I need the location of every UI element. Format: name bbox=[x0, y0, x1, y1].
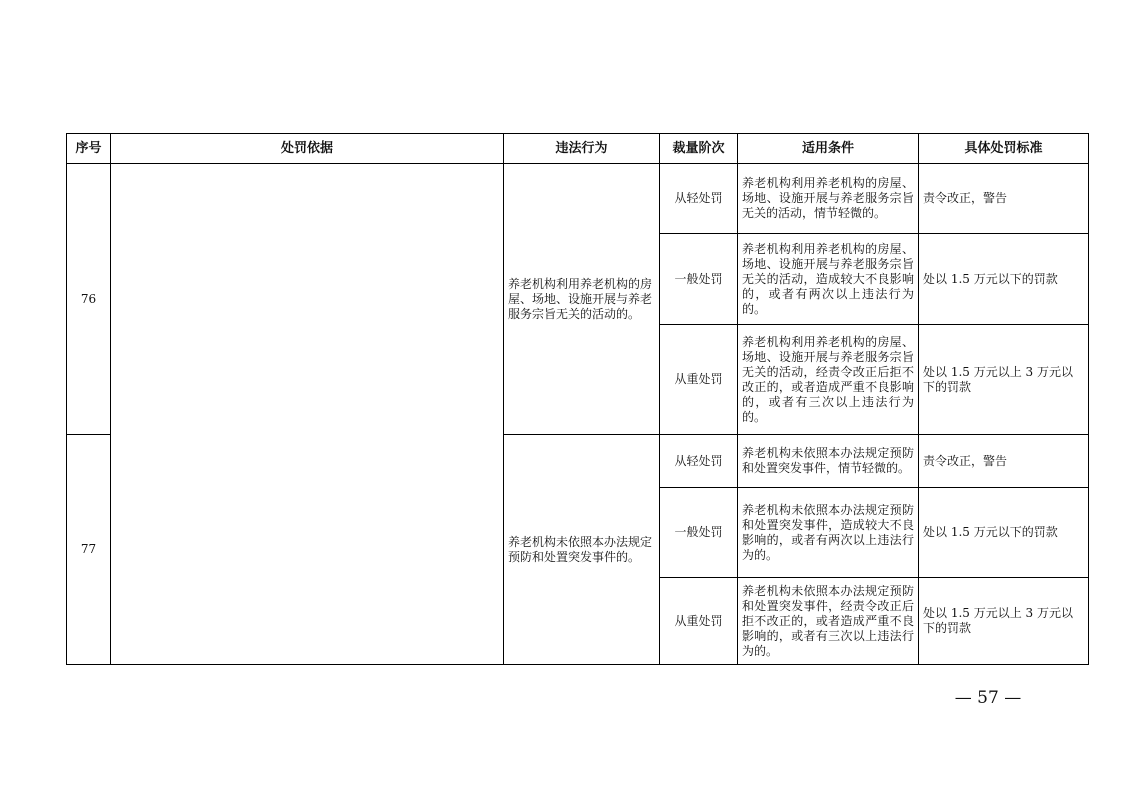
condition-cell: 养老机构未依照本办法规定预防和处置突发事件，造成较大不良影响的，或者有两次以上违法行为的。 bbox=[738, 488, 919, 578]
header-applicable-condition: 适用条件 bbox=[738, 134, 919, 164]
penalty-standard-cell: 处以 1.5 万元以下的罚款 bbox=[919, 234, 1089, 325]
header-penalty-basis: 处罚依据 bbox=[111, 134, 504, 164]
penalty-standard-cell: 责令改正，警告 bbox=[919, 435, 1089, 488]
discretion-level-cell: 从轻处罚 bbox=[660, 435, 738, 488]
violation-cell: 养老机构未依照本办法规定预防和处置突发事件的。 bbox=[504, 435, 660, 665]
table-row bbox=[67, 164, 1089, 234]
discretion-level-cell: 一般处罚 bbox=[660, 234, 738, 325]
condition-cell: 养老机构利用养老机构的房屋、场地、设施开展与养老服务宗旨无关的活动，造成较大不良影响的，或者有两次以上违法行为的。 bbox=[738, 234, 919, 325]
condition-cell: 养老机构利用养老机构的房屋、场地、设施开展与养老服务宗旨无关的活动，情节轻微的。 bbox=[738, 164, 919, 234]
header-serial-no: 序号 bbox=[67, 134, 111, 164]
discretion-level-cell: 从轻处罚 bbox=[660, 164, 738, 234]
penalty-basis-cell bbox=[111, 164, 504, 665]
page-number: — 57 — bbox=[954, 688, 1022, 708]
serial-no-cell: 76 bbox=[67, 164, 111, 435]
violation-cell: 养老机构利用养老机构的房屋、场地、设施开展与养老服务宗旨无关的活动的。 bbox=[504, 164, 660, 435]
penalty-standards-table bbox=[66, 133, 1089, 665]
discretion-level-cell: 从重处罚 bbox=[660, 578, 738, 665]
header-penalty-standard: 具体处罚标准 bbox=[919, 134, 1089, 164]
condition-cell: 养老机构未依照本办法规定预防和处置突发事件，经责令改正后拒不改正的，或者造成严重不良影响的，或者有三次以上违法行为的。 bbox=[738, 578, 919, 665]
header-violation: 违法行为 bbox=[504, 134, 660, 164]
serial-no-cell: 77 bbox=[67, 435, 111, 665]
header-discretion-level: 裁量阶次 bbox=[660, 134, 738, 164]
condition-cell: 养老机构利用养老机构的房屋、场地、设施开展与养老服务宗旨无关的活动，经责令改正后拒不改正的，或者造成严重不良影响的，或者有三次以上违法行为的。 bbox=[738, 325, 919, 435]
penalty-standard-cell: 处以 1.5 万元以下的罚款 bbox=[919, 488, 1089, 578]
table-header-row bbox=[67, 134, 1089, 164]
discretion-level-cell: 从重处罚 bbox=[660, 325, 738, 435]
penalty-standard-cell: 责令改正，警告 bbox=[919, 164, 1089, 234]
discretion-level-cell: 一般处罚 bbox=[660, 488, 738, 578]
penalty-standard-cell: 处以 1.5 万元以上 3 万元以下的罚款 bbox=[919, 578, 1089, 665]
condition-cell: 养老机构未依照本办法规定预防和处置突发事件，情节轻微的。 bbox=[738, 435, 919, 488]
penalty-standard-cell: 处以 1.5 万元以上 3 万元以下的罚款 bbox=[919, 325, 1089, 435]
